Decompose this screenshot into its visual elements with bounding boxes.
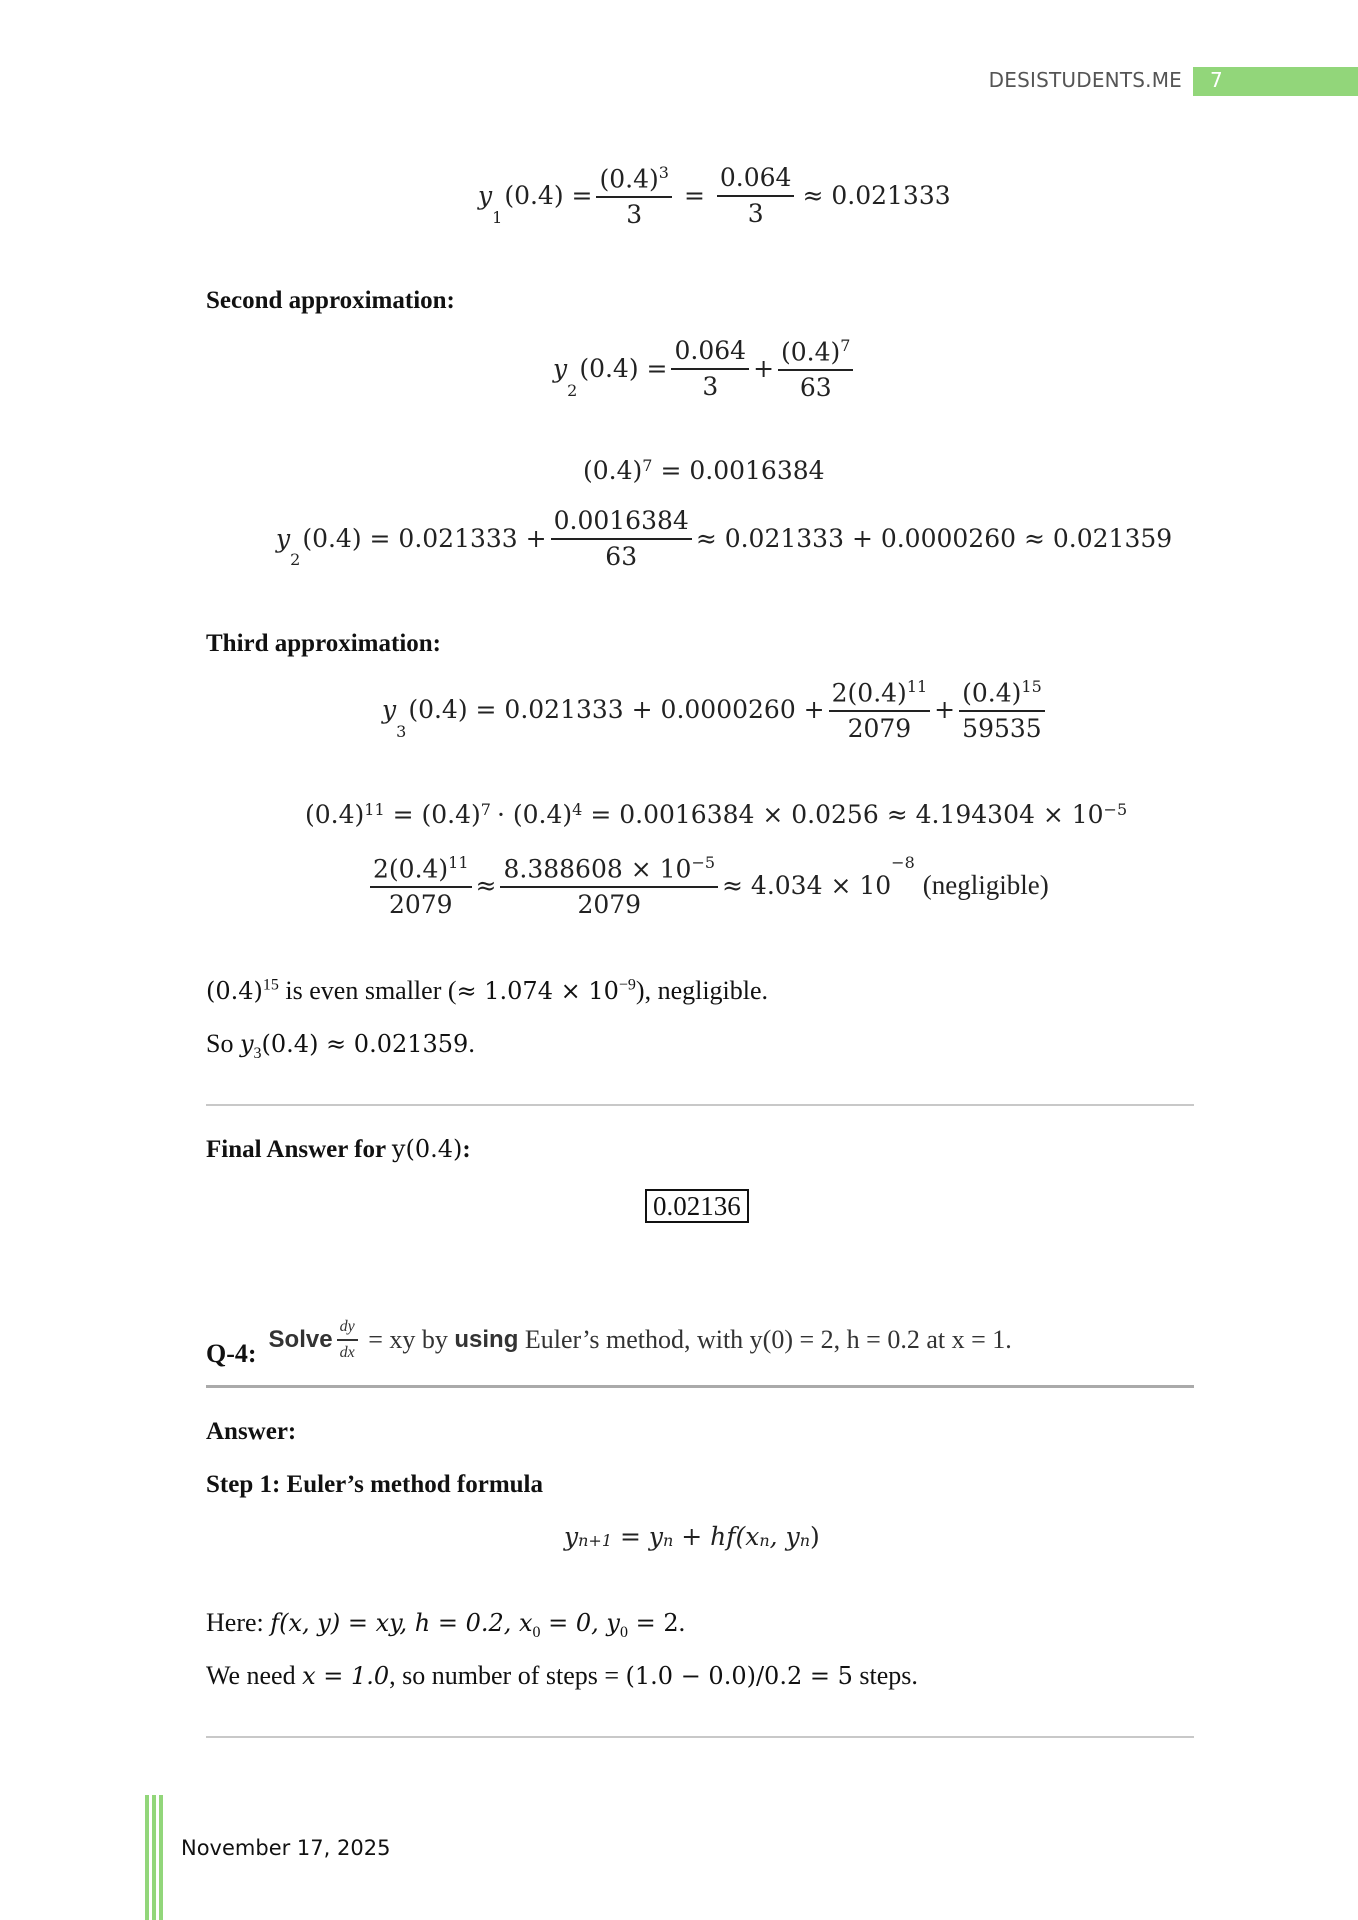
equation-power-7 <box>583 456 825 485</box>
fraction <box>829 677 931 742</box>
denominator: 3 <box>702 371 719 401</box>
denominator: 2079 <box>388 889 453 919</box>
text-part: , so number of steps = <box>389 1661 626 1690</box>
text-part: is even smaller ( <box>278 976 457 1005</box>
equation-y2-result <box>276 507 1172 570</box>
math-var: y <box>564 1522 579 1551</box>
fraction <box>959 677 1045 742</box>
fraction <box>671 337 749 400</box>
eq-sub: 2 <box>567 381 578 401</box>
operator: + <box>753 354 775 384</box>
denominator: 2079 <box>847 713 912 743</box>
text-part: . <box>468 1029 475 1058</box>
subscript: n <box>759 1531 770 1550</box>
exponent: 15 <box>262 976 279 994</box>
eq-part: (0.4) <box>305 800 365 829</box>
final-answer-colon: : <box>462 1136 471 1163</box>
equation-y2-setup <box>553 336 857 401</box>
eq-arg: (0.4) = <box>504 181 593 211</box>
exponent: 7 <box>840 336 851 355</box>
text-need-line <box>206 1661 918 1691</box>
final-answer-math: y(0.4) <box>391 1135 463 1163</box>
exponent: 11 <box>364 800 385 819</box>
math-part: = 0, y <box>540 1609 620 1637</box>
exponent: 7 <box>480 800 491 819</box>
fraction <box>551 507 692 570</box>
math-part: x = 1.0 <box>302 1662 390 1690</box>
page-number: 7 <box>1210 68 1223 92</box>
eq-var: y <box>553 354 568 384</box>
operator: = <box>683 181 705 211</box>
derivative-fraction <box>337 1318 358 1361</box>
denominator: dx <box>339 1343 355 1361</box>
text-part: ), negligible. <box>635 976 769 1005</box>
footer-date: November 17, 2025 <box>181 1836 391 1860</box>
text-part: steps. <box>852 1661 918 1690</box>
eq-part: = 0.0016384 × 0.0256 ≈ 4.194304 × 10 <box>590 800 1104 829</box>
subscript: n <box>662 1531 674 1550</box>
exponent: 4 <box>572 800 583 819</box>
footer-accent-bars <box>145 1795 165 1920</box>
equation-term-11 <box>366 853 1049 918</box>
question-solve: Solve <box>268 1325 333 1353</box>
math-part: ) <box>810 1522 820 1551</box>
eq-part: = (0.4) <box>392 800 481 829</box>
heading-second-approximation: Second approximation: <box>206 287 455 314</box>
text-part: Here: <box>206 1608 271 1637</box>
eq-sub: 2 <box>290 550 301 569</box>
exponent: 11 <box>448 853 469 872</box>
question-using: using <box>454 1325 519 1353</box>
numerator: 2(0.4) <box>373 854 449 884</box>
text-so-line <box>206 1029 475 1062</box>
eq-rhs: ≈ 4.034 × 10 <box>722 871 892 901</box>
subscript: 0 <box>619 1624 628 1642</box>
equation-power-11 <box>305 800 1127 829</box>
math-part: = y <box>612 1522 663 1551</box>
numerator: 0.064 <box>717 164 795 197</box>
question-label: Q-4: <box>206 1339 257 1369</box>
text-part: We need <box>206 1661 303 1690</box>
text-here-line <box>206 1608 685 1641</box>
math-part: + hf(x <box>673 1522 760 1551</box>
numerator: dy <box>337 1318 358 1341</box>
eq-var: y <box>382 695 397 725</box>
eq-var: y <box>276 524 291 553</box>
eq-sub: 3 <box>396 722 407 742</box>
operator: ≈ <box>475 871 497 901</box>
math-part: (0.4) <box>206 977 263 1005</box>
eq-arg: (0.4) = 0.021333 + <box>302 524 547 553</box>
exponent: 15 <box>1021 677 1042 696</box>
horizontal-divider <box>206 1385 1194 1388</box>
denominator: 2079 <box>577 889 642 919</box>
denominator: 59535 <box>962 713 1042 743</box>
numerator: (0.4) <box>781 337 841 367</box>
math-part: = 2 <box>627 1609 679 1637</box>
answer-label: Answer: <box>206 1418 297 1445</box>
math-var: y <box>239 1030 254 1058</box>
numerator: 8.388608 × 10 <box>503 854 692 884</box>
eq-part: · (0.4) <box>496 800 573 829</box>
subscript: 3 <box>253 1045 262 1063</box>
numerator: 2(0.4) <box>831 678 907 708</box>
operator: + <box>934 695 956 725</box>
eq-sub: 1 <box>492 208 503 228</box>
question-4 <box>206 1318 1012 1369</box>
horizontal-divider <box>206 1736 1194 1738</box>
numerator: (0.4) <box>962 678 1022 708</box>
denominator: 63 <box>799 372 832 402</box>
final-answer-value: 0.02136 <box>645 1189 749 1223</box>
exponent: 11 <box>906 677 928 696</box>
denominator: 3 <box>747 198 764 228</box>
denominator: 63 <box>605 541 638 571</box>
fraction <box>717 164 795 227</box>
exponent: −5 <box>691 853 716 872</box>
subscript: n <box>799 1531 811 1550</box>
fraction <box>370 853 472 918</box>
final-answer-heading <box>206 1135 471 1164</box>
exponent: 7 <box>642 456 653 475</box>
question-rest: Euler’s method, with y(0) = 2, h = 0.2 at x = 1. <box>518 1324 1012 1354</box>
exponent: −9 <box>618 976 636 994</box>
fraction <box>596 163 671 228</box>
text-part: . <box>678 1608 686 1637</box>
site-name: DESISTUDENTS.ME <box>988 68 1182 92</box>
equation-y3-setup <box>382 677 1049 742</box>
exponent: −8 <box>891 853 915 872</box>
subscript: n+1 <box>578 1531 613 1550</box>
eq-var: y <box>478 181 493 211</box>
eq-rhs: ≈ 0.021333 <box>802 181 951 211</box>
eq-rhs: ≈ 0.021333 + 0.0000260 ≈ 0.021359 <box>695 524 1173 553</box>
text-part: So <box>206 1029 240 1058</box>
eq-arg: (0.4) = 0.021333 + 0.0000260 + <box>408 695 825 725</box>
math-part: , y <box>769 1522 800 1551</box>
step1-heading: Step 1: Euler’s method formula <box>206 1471 543 1498</box>
heading-third-approximation: Third approximation: <box>206 630 441 657</box>
euler-formula <box>564 1522 820 1551</box>
fraction <box>778 336 853 401</box>
numerator: (0.4) <box>599 164 659 194</box>
eq-arg: (0.4) = <box>579 354 668 384</box>
exponent: −5 <box>1103 800 1128 819</box>
text-pow15-line <box>206 976 768 1006</box>
subscript: 0 <box>532 1624 541 1642</box>
math-part: (1.0 − 0.0)/0.2 = 5 <box>625 1662 853 1690</box>
final-answer-label: Final Answer for <box>206 1136 392 1163</box>
exponent: 3 <box>658 163 669 182</box>
eq-base: (0.4) <box>583 456 643 485</box>
horizontal-divider <box>206 1104 1194 1106</box>
math-part: ≈ 1.074 × 10 <box>456 977 619 1005</box>
numerator: 0.0016384 <box>551 507 692 540</box>
equation-y1 <box>478 163 951 228</box>
question-body <box>269 1318 1012 1361</box>
eq-note: (negligible) <box>922 870 1049 901</box>
math-part: f(x, y) = xy, h = 0.2, x <box>270 1609 533 1637</box>
math-part: (0.4) ≈ 0.021359 <box>261 1030 469 1058</box>
eq-rhs: = 0.0016384 <box>660 456 825 485</box>
denominator: 3 <box>626 199 643 229</box>
numerator: 0.064 <box>671 337 749 370</box>
fraction <box>500 853 718 918</box>
question-eq-part: = xy by <box>361 1324 455 1354</box>
